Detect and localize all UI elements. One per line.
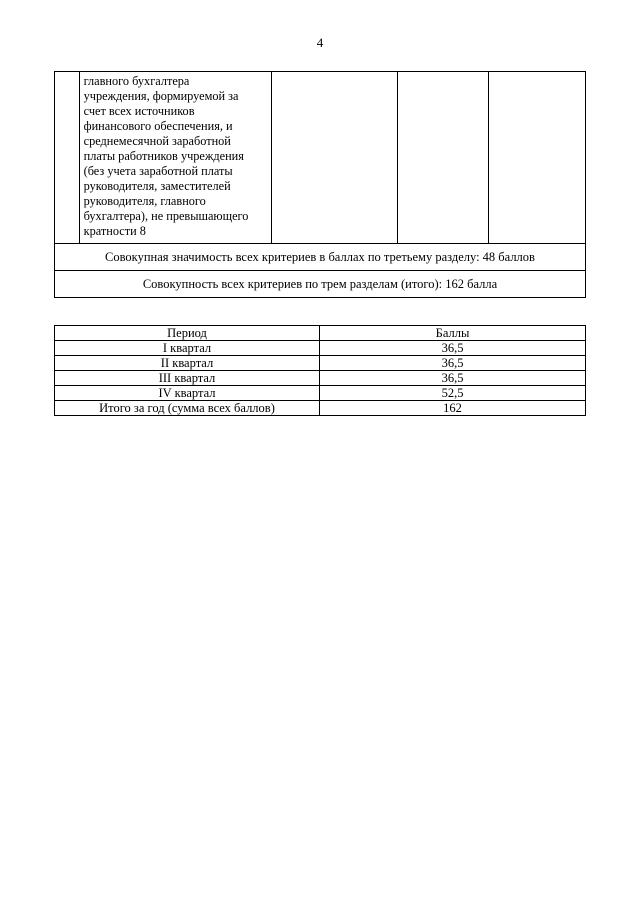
points-cell: 36,5 bbox=[320, 371, 586, 386]
criteria-line: учреждения, формируемой за bbox=[83, 89, 239, 103]
points-cell: 36,5 bbox=[320, 356, 586, 371]
criteria-line: бухгалтера), не превышающего bbox=[83, 209, 249, 223]
summary-row-section3 bbox=[55, 244, 586, 271]
criteria-table bbox=[54, 71, 586, 298]
period-cell: IV квартал bbox=[55, 386, 320, 401]
page-number: 4 bbox=[316, 35, 324, 50]
points-cell: 36,5 bbox=[320, 341, 586, 356]
criteria-empty-cell bbox=[397, 72, 488, 244]
points-header: Баллы bbox=[320, 326, 586, 341]
criteria-line: среднемесячной заработной bbox=[83, 134, 231, 148]
table-row bbox=[55, 356, 586, 371]
table-row bbox=[55, 371, 586, 386]
summary-row-total bbox=[55, 271, 586, 298]
criteria-line: финансового обеспечения, и bbox=[83, 119, 233, 133]
criteria-line: счет всех источников bbox=[83, 104, 195, 118]
table-row-total bbox=[55, 401, 586, 416]
points-cell: 52,5 bbox=[320, 386, 586, 401]
criteria-empty-cell bbox=[272, 72, 398, 244]
criteria-line: главного бухгалтера bbox=[83, 74, 190, 88]
criteria-line: руководителя, главного bbox=[83, 194, 206, 208]
summary-section3-cell: Совокупная значимость всех критериев в баллах по третьему разделу: 48 баллов bbox=[55, 244, 586, 271]
criteria-description-cell bbox=[79, 72, 271, 244]
period-cell: Итого за год (сумма всех баллов) bbox=[55, 401, 320, 416]
criteria-line: (без учета заработной платы bbox=[83, 164, 233, 178]
table-row bbox=[55, 386, 586, 401]
table-row bbox=[55, 341, 586, 356]
criteria-line: платы работников учреждения bbox=[83, 149, 244, 163]
period-table bbox=[54, 325, 586, 416]
criteria-line: кратности 8 bbox=[83, 224, 146, 238]
criteria-empty-cell bbox=[488, 72, 585, 244]
points-cell: 162 bbox=[320, 401, 586, 416]
period-header-row bbox=[55, 326, 586, 341]
criteria-line: руководителя, заместителей bbox=[83, 179, 231, 193]
criteria-row bbox=[55, 72, 586, 244]
period-header: Период bbox=[55, 326, 320, 341]
criteria-number-cell bbox=[55, 72, 80, 244]
period-cell: II квартал bbox=[55, 356, 320, 371]
period-cell: I квартал bbox=[55, 341, 320, 356]
summary-total-cell: Совокупность всех критериев по трем разделам (итого): 162 балла bbox=[55, 271, 586, 298]
period-cell: III квартал bbox=[55, 371, 320, 386]
